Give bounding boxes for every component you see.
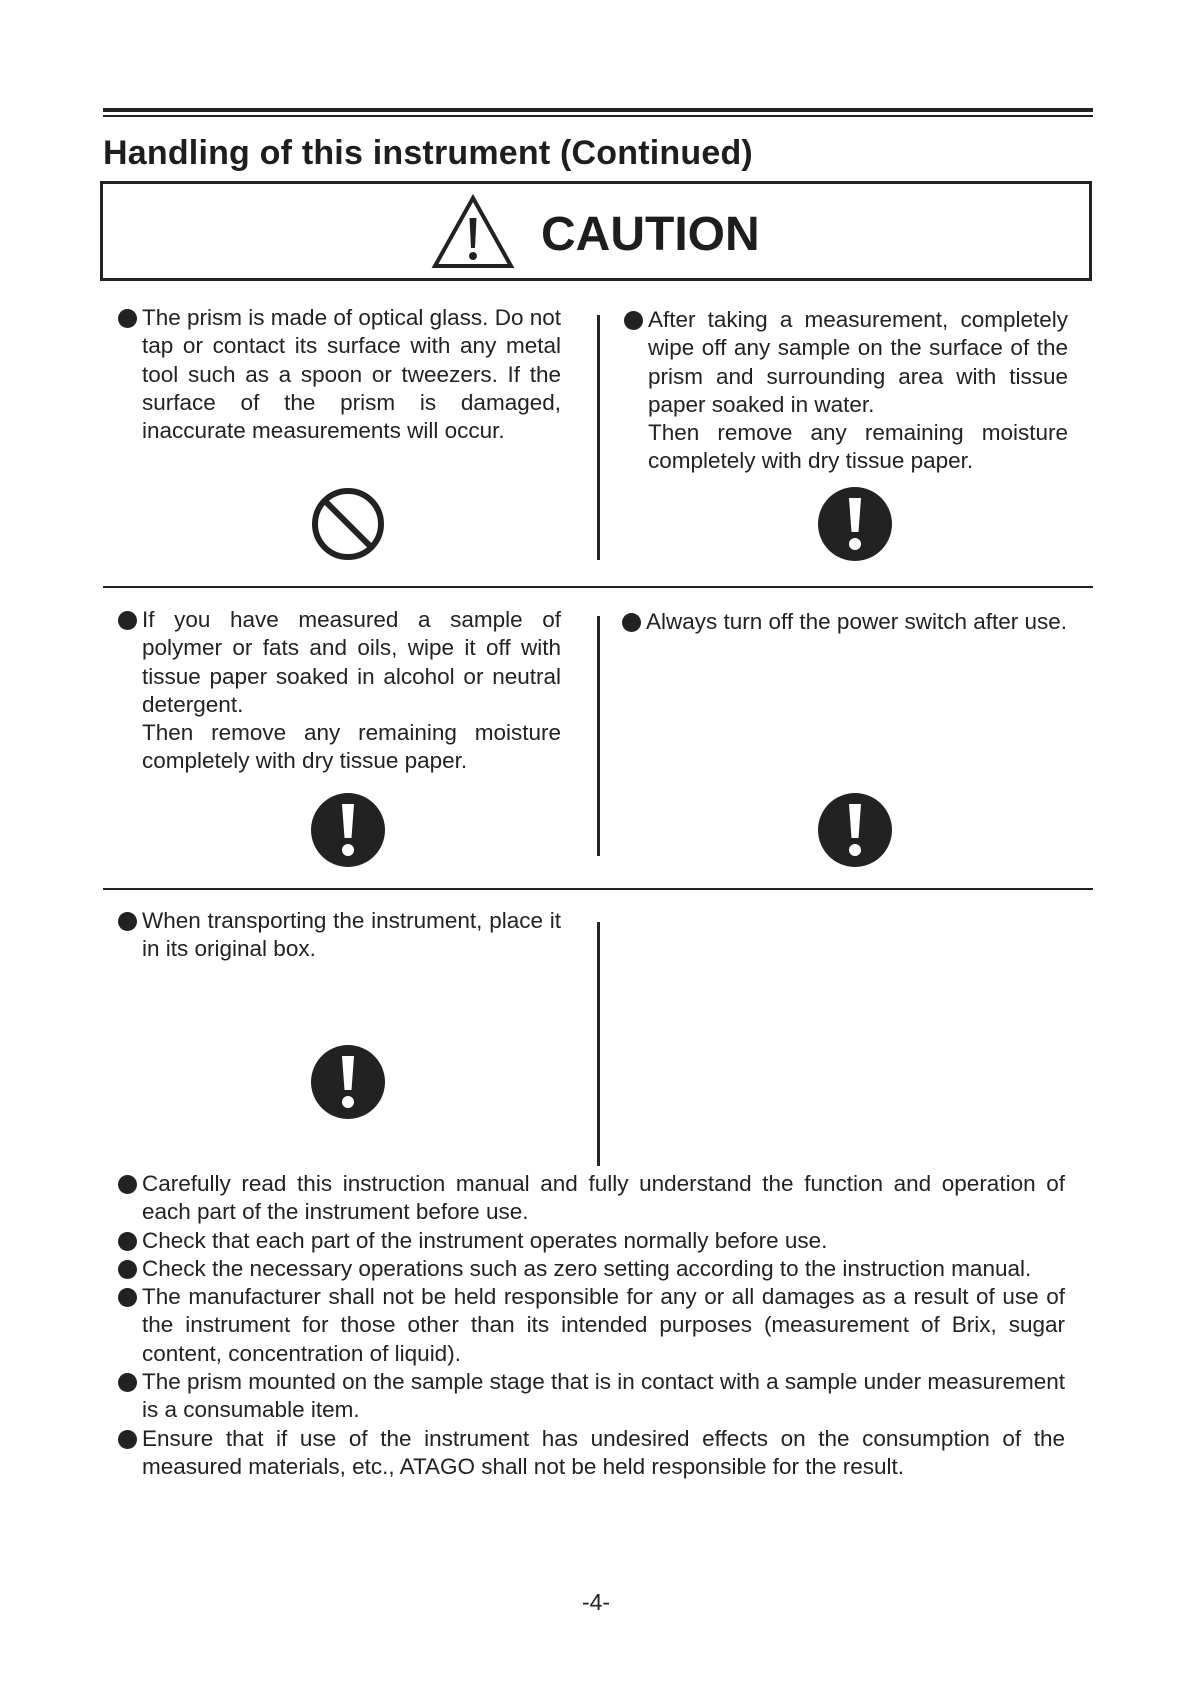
list-item: Check the necessary operations such as zero setting according to the instruction manual. <box>117 1255 1065 1283</box>
caution-label: CAUTION <box>541 207 760 261</box>
exclamation-icon <box>817 792 893 868</box>
page-title: Handling of this instrument (Continued) <box>103 134 753 172</box>
caution-item-text-continued: Then remove any remaining moisture completely with dry tissue paper. <box>142 720 561 774</box>
column-divider-row-2 <box>597 616 600 856</box>
caution-item-text-continued: Then remove any remaining moisture completely with dry tissue paper. <box>648 420 1068 474</box>
header-rule-thin <box>103 115 1093 117</box>
header-rule-thick <box>103 108 1093 112</box>
caution-item-text: If you have measured a sample of polymer or fats and oils, wipe it off with tissue paper soaked in alcohol or neutral detergent. <box>117 606 561 719</box>
exclamation-icon <box>310 1044 386 1120</box>
row-divider-2 <box>103 888 1093 890</box>
warning-triangle-icon <box>431 194 515 275</box>
caution-item-text: The prism is made of optical glass. Do not tap or contact its surface with any metal tool such as a spoon or tweezers. If the surface of the prism is damaged, inaccurate measurements will occur. <box>117 304 561 445</box>
row-divider-1 <box>103 586 1093 588</box>
caution-item-text: After taking a measurement, completely wipe off any sample on the surface of the prism and surrounding area with tissue paper soaked in water. <box>623 306 1068 419</box>
list-item: The manufacturer shall not be held responsible for any or all damages as a result of use of the instrument for those other than its intended purposes (measurement of Brix, sugar content, concentration of liquid). <box>117 1283 1065 1368</box>
caution-item-text: Always turn off the power switch after use. <box>621 608 1068 636</box>
list-item: Check that each part of the instrument operates normally before use. <box>117 1227 1065 1255</box>
general-notes-list <box>117 1170 1065 1481</box>
page-number: -4- <box>581 1589 611 1615</box>
prohibition-icon <box>310 486 386 562</box>
caution-item-polymer-fats <box>117 606 561 776</box>
exclamation-icon <box>310 792 386 868</box>
list-item: Carefully read this instruction manual and fully understand the function and operation of each part of the instrument before use. <box>117 1170 1065 1227</box>
caution-item-prism-glass <box>117 304 561 445</box>
column-divider-row-1 <box>597 315 600 560</box>
caution-item-text: When transporting the instrument, place it in its original box. <box>117 907 561 964</box>
caution-item-power-switch <box>621 608 1068 636</box>
exclamation-icon <box>817 486 893 562</box>
column-divider-row-3 <box>597 922 600 1166</box>
list-item: Ensure that if use of the instrument has undesired effects on the consumption of the measured materials, etc., ATAGO shall not be held responsible for the result. <box>117 1425 1065 1482</box>
caution-item-transport <box>117 907 561 964</box>
list-item: The prism mounted on the sample stage that is in contact with a sample under measurement is a consumable item. <box>117 1368 1065 1425</box>
caution-banner <box>100 181 1092 281</box>
caution-item-wipe-sample <box>623 306 1068 476</box>
